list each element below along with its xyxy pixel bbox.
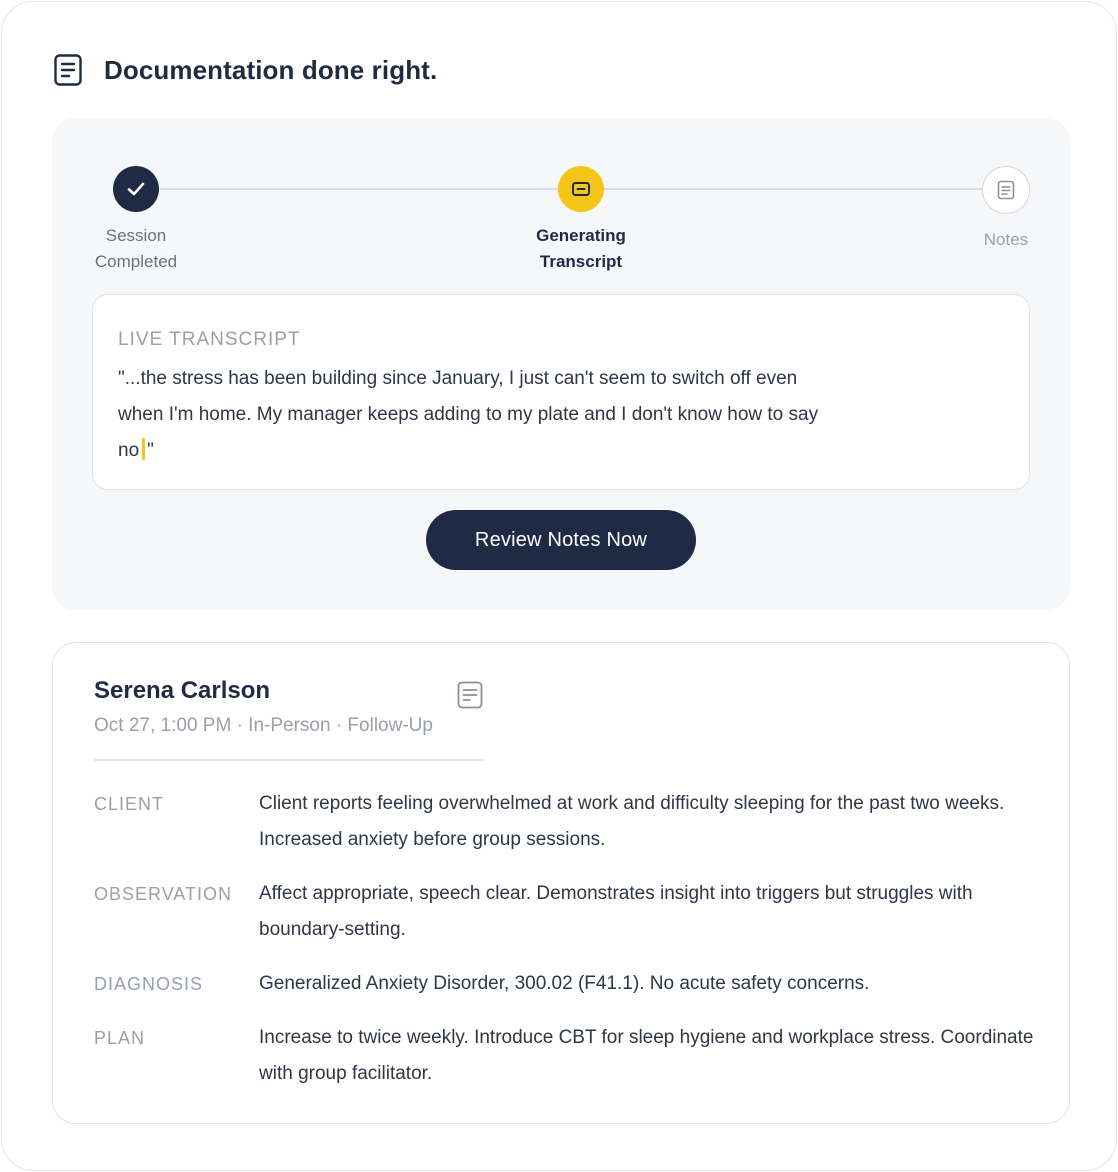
- step-label-notes: Notes: [983, 230, 1029, 249]
- step-session-completed: [113, 166, 159, 212]
- page-title: Documentation done right.: [104, 54, 438, 85]
- step-label-generating-transcript: Generating Transcript: [536, 226, 626, 271]
- check-icon: [126, 181, 146, 197]
- progress-track-completed: [136, 188, 560, 190]
- page-header: [54, 52, 437, 88]
- transcript-text-block: [118, 361, 838, 469]
- section-text: Client reports feeling overwhelmed at work and difficulty sleeping for the past two weeks. Increased anxiety before group sessions.: [259, 793, 1005, 850]
- transcript-closing-quote: ": [147, 440, 154, 461]
- section-label: DIAGNOSIS: [94, 974, 204, 994]
- client-name: Serena Carlson: [94, 677, 271, 704]
- session-note-card: [52, 642, 1070, 1124]
- app-frame: [1, 1, 1117, 1171]
- step-label-session-completed: Session Completed: [94, 226, 178, 271]
- live-transcript-panel: [92, 294, 1030, 490]
- step-notes: [982, 166, 1030, 214]
- transcript-heading: LIVE TRANSCRIPT: [118, 329, 301, 350]
- generation-card: [52, 118, 1070, 610]
- progress-track-pending: [604, 188, 982, 190]
- section-label: OBSERVATION: [94, 884, 233, 904]
- transcript-icon: [571, 181, 591, 197]
- note-document-icon[interactable]: [457, 681, 483, 709]
- notes-icon: [997, 180, 1015, 200]
- typing-caret: [142, 438, 145, 460]
- section-text: Increase to twice weekly. Introduce CBT for sleep hygiene and workplace stress. Coordinate with group facilitator.: [259, 1027, 1034, 1084]
- section-label: CLIENT: [94, 794, 165, 814]
- session-meta: Oct 27, 1:00 PM · In-Person · Follow-Up: [94, 715, 433, 736]
- section-text: Generalized Anxiety Disorder, 300.02 (F41.1). No acute safety concerns.: [259, 973, 870, 994]
- review-notes-button[interactable]: Review Notes Now: [426, 510, 696, 570]
- section-label: PLAN: [94, 1028, 146, 1048]
- divider: [94, 759, 484, 761]
- transcript-text: "...the stress has been building since January, I just can't seem to switch off even when I'm home. My manager keeps adding to my plate and I don't know how to say no: [118, 368, 819, 461]
- section-text: Affect appropriate, speech clear. Demonstrates insight into triggers but struggles with boundary-setting.: [259, 883, 973, 940]
- document-icon: [54, 54, 82, 86]
- step-generating-transcript: [558, 166, 604, 212]
